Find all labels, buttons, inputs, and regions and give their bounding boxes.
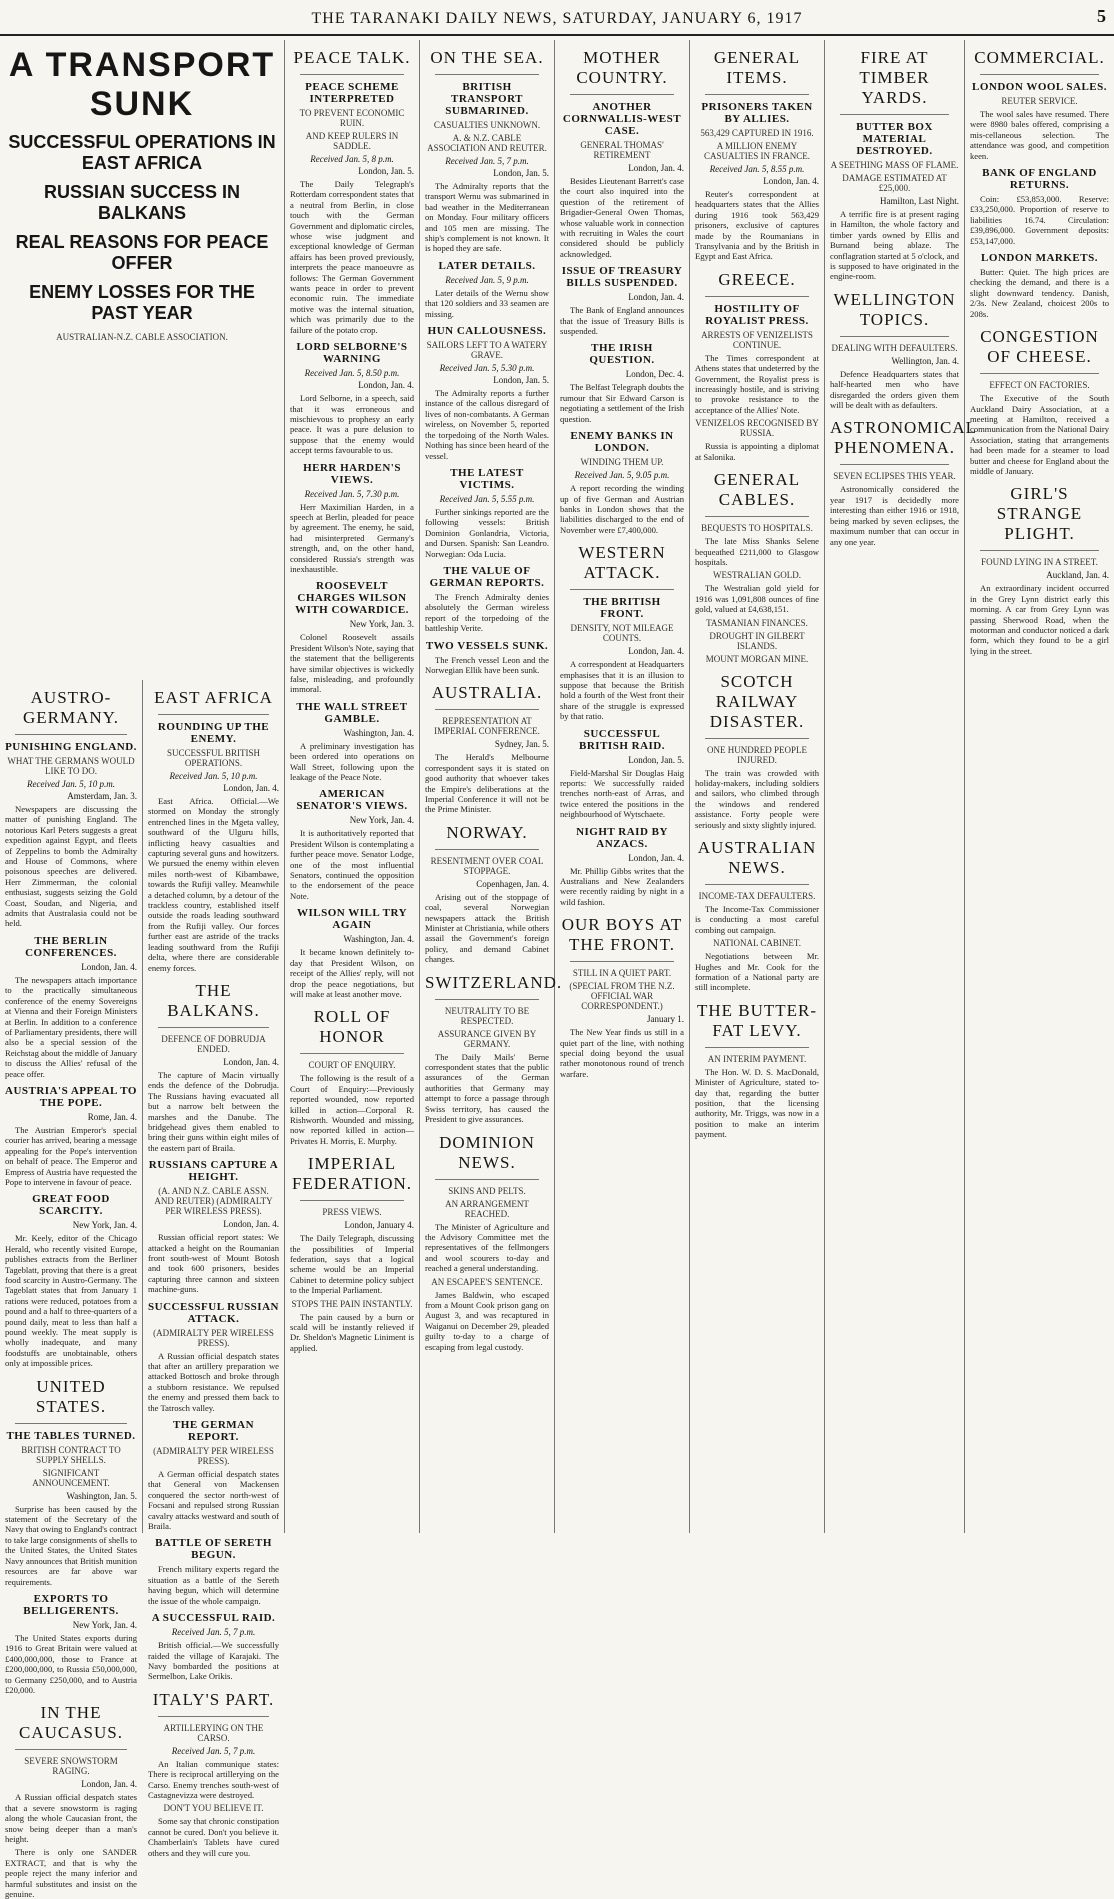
article-subhead: BATTLE OF SERETH BEGUN. [155, 1537, 272, 1562]
dateline: London, Jan. 5. [358, 166, 414, 176]
article-subhead: PUNISHING ENGLAND. [5, 741, 137, 753]
masthead [0, 0, 1114, 36]
column-8 [825, 40, 978, 1533]
article-kicker: DENSITY, NOT MILEAGE COUNTS. [570, 623, 674, 644]
section-divider [158, 1027, 269, 1028]
article-body: Reuter's correspondent at headquarters states that the Allies during 1916 took 563,429 prisoners, exclusive of captures made by the Roumanians in Transylvania and by the British in Egypt and East Africa. [695, 189, 819, 262]
dateline: London, Jan. 4. [628, 646, 684, 657]
section-heading: PEACE TALK. [293, 48, 411, 67]
article-kicker: ARTILLERYING ON THE CARSO. [163, 1722, 264, 1743]
article-body: The Daily Telegraph's Rotterdam correspondent states that a neutral from Berlin, in close touch with the German Government and diplomatic circles, whose wise judgment and exceptional knowledge of German affairs has been proved previously, interprets the peace manoeuvre as follows: The German Government wants peace in order to prevent economic ruin. The immediate motive was the internal situation, which was primarily due to the failure of the potato crop. [290, 179, 414, 335]
article-kicker: WINDING THEM UP. [580, 457, 664, 468]
article-body: The New Year finds us still in a quiet part of the line, with nothing special doing beyond the usual rather monotonous round of trench warfare. [560, 1027, 684, 1079]
article-kicker: AN INTERIM PAYMENT. [707, 1053, 807, 1064]
article-body: French military experts regard the situation as a battle of the Sereth having begun, which will determine the issue of the whole campaign. [148, 1564, 279, 1606]
section-heading: ASTRONOMICAL PHENOMENA. [830, 418, 978, 458]
section-heading: GIRL'S STRANGE PLIGHT. [996, 484, 1083, 544]
article-subhead: LATER DETAILS. [438, 259, 536, 272]
article-body: The Herald's Melbourne correspondent says it is stated on good authority that whoever takes the Empire's deliberations at the Imperial Conference it will not be the Prime Minister. [425, 752, 549, 815]
article-kicker: SIGNIFICANT ANNOUNCEMENT. [32, 1467, 110, 1488]
section-heading: GENERAL CABLES. [713, 470, 801, 510]
article-body: East Africa. Official.—We stormed on Monday the strongly entrenched lines in the Mgeta valley, southward of the Ulguru hills, inflicting heavy casualties and capturing several guns and howitzers. We pursued the enemy within eleven miles north-west of Kibambawe, towards the Rufiji valley. Meanwhile a detached column, by a detour of the trackless country, established itself outside the roads leading southward from the Rufiji valley. Our forces further east are astride of the tracks leading southward from the Rufiji delta, where there are considerable enemy forces. [148, 796, 279, 973]
article-body: Butter: Quiet. The high prices are checking the demand, and there is a slight downward tendency. Danish, 2/3s. New Zealand, choicest 200s to 208s. [970, 267, 1109, 319]
section-divider [15, 734, 127, 735]
article-kicker: DEFENCE OF DOBRUDJA ENDED. [161, 1033, 266, 1054]
article-subhead: ENEMY BANKS IN LONDON. [570, 430, 674, 455]
article-body: Negotiations between Mr. Hughes and Mr. Cook for the formation of a National party are still incomplete. [695, 951, 819, 993]
article-subhead: LONDON MARKETS. [981, 252, 1098, 265]
section-divider [15, 1749, 127, 1750]
article-kicker: AN ESCAPEE'S SENTENCE. [431, 1276, 543, 1287]
article-subhead: THE BRITISH FRONT. [583, 596, 661, 621]
article-kicker: REUTER SERVICE. [1001, 96, 1078, 106]
column-6 [555, 40, 690, 1533]
section-divider [705, 296, 809, 297]
article-body: The French vessel Leon and the Norwegian Ellik have been sunk. [425, 654, 549, 675]
subheadline: REAL REASONS FOR PEACE OFFER [15, 232, 269, 273]
dateline: Wellington, Jan. 4. [891, 355, 959, 366]
article-subhead: PEACE SCHEME INTERPRETED [305, 81, 399, 105]
received-line: Received Jan. 5, 8.50 p.m. [304, 368, 400, 379]
article-kicker: DEALING WITH DEFAULTERS. [831, 342, 958, 353]
section-divider [705, 884, 809, 885]
article-subhead: ISSUE OF TREASURY BILLS SUSPENDED. [561, 265, 683, 290]
article-kicker: SKINS AND PELTS. [448, 1185, 526, 1196]
article-subhead: A SUCCESSFUL RAID. [151, 1612, 276, 1625]
section-divider [300, 1200, 404, 1201]
section-divider [705, 738, 809, 739]
article-subhead: RUSSIANS CAPTURE A HEIGHT. [148, 1159, 279, 1184]
article-body: The wool sales have resumed. There were 8980 bales offered, comprising a mis-cellaneous selection. The attendance was good, and competition keen. [970, 109, 1109, 161]
received-line: Received Jan. 5, 10 p.m. [169, 771, 258, 781]
article-body: Arising out of the stoppage of coal, several Norwegian newspapers attack the British Minister at Christiania, while others assail the Government's foreign policy, and demand Cabinet changes. [425, 891, 549, 965]
article-body: James Baldwin, who escaped from a Mount Cook prison gang on August 3, and was recaptured in Waiganui on December 29, pleaded guilty to-day to a charge of escaping from legal custody. [425, 1289, 549, 1352]
received-line: Received Jan. 5, 7 p.m. [171, 1627, 256, 1638]
section-divider [300, 1053, 404, 1054]
article-body: An Italian communique states: There is reciprocal artillerying on the Carso. Enemy trenches south-west of Castagnevizza were destroyed. [148, 1758, 279, 1800]
section-heading: UNITED STATES. [35, 1376, 107, 1416]
dateline: London, Jan. 5. [628, 754, 684, 765]
dateline: Hamilton, Last Night. [880, 196, 959, 206]
article-kicker: SUCCESSFUL BRITISH OPERATIONS. [167, 748, 260, 768]
dateline: London, Jan. 4. [628, 852, 684, 863]
dateline: New York, Jan. 4. [72, 1619, 137, 1630]
dateline: Sydney, Jan. 5. [494, 739, 549, 750]
page-number: 5 [1097, 6, 1106, 26]
article-body: A correspondent at Headquarters emphasises that it is an illusion to suppose that because the British hold a fourth of the West front their share of the struggle is expressed by that ratio. [560, 659, 684, 722]
article-body: A report recording the winding up of five German and Austrian banks in London shows that the liabilities discharged to the end of November were £7,400,000. [560, 483, 684, 535]
section-heading: SCOTCH RAILWAY DISASTER. [709, 671, 805, 731]
dateline: London, Jan. 4. [628, 292, 684, 303]
article-body: Lord Selborne, in a speech, said that it was erroneous and mischievous to prophesy an early peace. It was a pure delusion to suppose that the enemy would accept terms favourable to us. [290, 393, 414, 456]
article-kicker: ASSURANCE GIVEN BY GERMANY. [437, 1028, 537, 1049]
article-body: The pain caused by a burn or scald will be instantly relieved if Dr. Sheldon's Magnetic Liniment is applied. [290, 1311, 414, 1353]
dateline: London, Jan. 5. [493, 168, 549, 178]
dateline: New York, Jan. 3. [349, 619, 414, 630]
article-body: Coin: £53,853,000. Reserve: £33,250,000. Proportion of reserve to liabilities 16.74. Circulation: £39,896,000. Government deposits: £53,147,000. [970, 194, 1109, 246]
article-kicker: AUSTRALIAN-N.Z. CABLE ASSOCIATION. [56, 332, 228, 342]
article-body: Field-Marshal Sir Douglas Haig reports: We successfully raided trenches north-east of Arras, and twice entered the positions in the neighbourhood of Wytschaete. [560, 767, 684, 820]
masthead-title: THE TARANAKI DAILY NEWS, SATURDAY, JANUARY 6, 1917 [311, 10, 803, 27]
article-kicker: NATIONAL CABINET. [713, 938, 801, 949]
section-divider [840, 464, 949, 465]
column-7 [690, 40, 825, 1533]
subheadline: RUSSIAN SUCCESS IN BALKANS [43, 182, 241, 223]
column-5 [420, 40, 563, 1533]
article-subhead: LORD SELBORNE'S WARNING [296, 341, 408, 366]
section-divider [570, 94, 674, 95]
article-body: The Westralian gold yield for 1916 was 1,091,808 ounces of fine gold, valued at £4,638,151. [695, 583, 819, 615]
article-kicker: A. & N.Z. CABLE ASSOCIATION AND REUTER. [427, 133, 547, 153]
section-divider [980, 550, 1099, 551]
section-heading: NORWAY. [446, 822, 528, 842]
article-kicker: AND KEEP RULERS IN SADDLE. [305, 131, 399, 151]
column-4 [285, 40, 420, 1533]
dateline: January 1. [647, 1014, 684, 1025]
article-subhead: THE WALL STREET GAMBLE. [296, 700, 408, 725]
article-body: The French Admiralty denies absolutely the German wireless report of the torpedoing of the battleship Verite. [425, 591, 549, 634]
article-body: The Hon. W. D. S. MacDonald, Minister of Agriculture, stated to-day that, regarding the butter position, that the licensing authority, Mr. Triggs, was now in a position to make an interim payment. [695, 1066, 819, 1140]
section-heading: FIRE AT TIMBER YARDS. [859, 48, 930, 107]
article-kicker: AN ARRANGEMENT REACHED. [445, 1198, 529, 1219]
section-heading: MOTHER COUNTRY. [576, 48, 668, 87]
article-subhead: THE LATEST VICTIMS. [450, 466, 524, 491]
article-subhead: PRISONERS TAKEN BY ALLIES. [701, 101, 813, 125]
article-subhead: HOSTILITY OF ROYALIST PRESS. [705, 302, 809, 327]
article-kicker: CASUALTIES UNKNOWN. [433, 120, 541, 130]
article-body: Defence Headquarters states that half-hearted men who have disregarded the orders given them will be dealt with as defaulters. [830, 368, 959, 411]
section-heading: IN THE CAUCASUS. [19, 1703, 123, 1743]
article-kicker: VENIZELOS RECOGNISED BY RUSSIA. [695, 418, 819, 439]
article-body: Herr Maximilian Harden, in a speech at Berlin, pleaded for peace by agreement. The enemy, he said, had misinterpreted Germany's strength, and, on the other hand, considered Russia's strength was inexhaustible. [290, 501, 414, 574]
column-3 [143, 680, 285, 1858]
section-heading: COMMERCIAL. [974, 48, 1105, 67]
article-kicker: A MILLION ENEMY CASUALTIES IN FRANCE. [704, 141, 810, 161]
article-kicker: DAMAGE ESTIMATED AT £25,000. [842, 173, 947, 193]
article-subhead: SUCCESSFUL RUSSIAN ATTACK. [148, 1300, 279, 1325]
section-heading: ROLL OF HONOR [313, 1007, 391, 1047]
section-heading: DOMINION NEWS. [439, 1132, 535, 1172]
article-body: Mr. Phillip Gibbs writes that the Australians and New Zealanders were recently raiding by night in a wild fashion. [560, 865, 684, 907]
received-line: Received Jan. 5, 7 p.m. [171, 1745, 256, 1756]
received-line: Received Jan. 5, 9 p.m. [445, 274, 529, 285]
article-body: A Russian official despatch states that a severe snowstorm is raging along the whole Caucasian front, the snow being deeper than a man's height. [5, 1792, 137, 1844]
article-body: The Times correspondent at Athens states that undeterred by the Government, the Royalist press is increasingly hostile, and is striving to provoke resistance to the acceptance of the Allies' Note. [695, 352, 819, 415]
received-line: Received Jan. 5, 8 p.m. [310, 154, 394, 164]
article-body: The Bank of England announces that the issue of Treasury Bills is suspended. [560, 305, 684, 337]
dateline: Auckland, Jan. 4. [1046, 570, 1109, 581]
dateline: Amsterdam, Jan. 3. [67, 791, 137, 801]
article-body: The capture of Macin virtually ends the defence of the Dobrudja. The Russians having evacuated all but a narrow belt between the marshes and the Danube. The bridgehead gives them enabled to bring their guns within eight miles of the eastern part of Braila. [148, 1069, 279, 1153]
section-heading: THE BALKANS. [167, 980, 260, 1020]
article-body: Russia is appointing a diplomat at Salonika. [695, 441, 819, 462]
article-kicker: GENERAL THOMAS' RETIREMENT [580, 140, 664, 160]
article-body: Newspapers are discussing the matter of punishing England. The notorious Karl Peters suggests a great expedition against Egypt, and fleets of Zeppelins to bomb the Admiralty and House of Commons, where poisonous speeches are delivered. Herr Zimmerman, the colonial enthusiast, suggests seizing the Gold Coast, Soudan, and Nigeria, and admits that Australasia could not be held. [5, 804, 137, 929]
article-kicker: SAILORS LEFT TO A WATERY GRAVE. [426, 340, 548, 361]
article-body: The Income-Tax Commissioner is conducting a most careful combing out campaign. [695, 903, 819, 935]
article-body: Colonel Roosevelt assails President Wilson's Note, saying that the statement that the belligerents have similar objectives is wickedly false, misleading, and profoundly immoral. [290, 632, 414, 695]
dateline: London, January 4. [344, 1220, 414, 1231]
section-divider [980, 373, 1099, 374]
dateline: New York, Jan. 4. [349, 815, 414, 826]
section-divider [435, 849, 539, 850]
article-kicker: COURT OF ENQUIRY. [308, 1060, 396, 1071]
article-subhead: WILSON WILL TRY AGAIN [296, 907, 408, 932]
section-divider [435, 709, 539, 710]
article-kicker: DON'T YOU BELIEVE IT. [163, 1803, 264, 1814]
dateline: Rome, Jan. 4. [87, 1111, 137, 1122]
article-subhead: TWO VESSELS SUNK. [425, 639, 549, 652]
article-body: The Daily Telegraph, discussing the possibilities of Imperial federation, says that a logical scheme would be an Imperial Cabinet to determine policy subject to the Imperial Parliament. [290, 1233, 414, 1296]
article-body: Astronomically considered the year 1917 is decidedly more interesting than either 1916 or 1918, being marked by seven eclipses, the maximum number that can occur in any one year. [830, 484, 959, 547]
article-kicker: NEUTRALITY TO BE RESPECTED. [444, 1005, 530, 1026]
article-body: The Daily Mails' Berne correspondent states that the public assurances of the German authorities that Germany may attempt to force a passage through Swiss territory, has caused the President to give assurances. [425, 1051, 549, 1125]
article-subhead: BRITISH TRANSPORT SUBMARINED. [445, 81, 529, 117]
article-body: The Belfast Telegraph doubts the rumour that Sir Edward Carson is negotiating a settlement of the Irish question. [560, 382, 684, 424]
dateline: Washington, Jan. 4. [343, 727, 414, 738]
section-heading: IMPERIAL FEDERATION. [291, 1154, 413, 1194]
dateline: London, Jan. 4. [223, 1219, 279, 1230]
article-subhead: THE VALUE OF GERMAN REPORTS. [429, 564, 545, 589]
dateline: London, Jan. 4. [81, 1779, 137, 1790]
received-line: Received Jan. 5, 8.55 p.m. [709, 164, 805, 174]
article-subhead: GREAT FOOD SCARCITY. [32, 1193, 110, 1218]
article-kicker: STILL IN A QUIET PART. [572, 968, 672, 979]
section-heading: CONGESTION OF CHEESE. [980, 327, 1099, 367]
section-heading: ITALY'S PART. [152, 1689, 275, 1709]
article-kicker: MOUNT MORGAN MINE. [705, 653, 809, 664]
article-body: Russian official report states: We attacked a height on the Roumanian front south-west of Mount Botosh and took 600 prisoners, besides capturing three cannon and sixteen machine-guns. [148, 1232, 279, 1295]
article-body: The United States exports during 1916 to Great Britain were valued at £400,000,000, those to France at £200,000,000, to Russia £50,000,000, to Germany £250,000, and to Austria £20,000. [5, 1632, 137, 1695]
dateline: London, Jan. 4. [223, 1056, 279, 1067]
section-divider [300, 74, 404, 75]
section-divider [840, 336, 949, 337]
section-divider [705, 94, 809, 95]
article-body: The Admiralty reports a further instance of the callous disregard of lives of non-combatants. A German wireless, on November 5, reported the torpedoing of the North Wales. Nothing has since been heard of the vessel. [425, 388, 549, 461]
article-kicker: 563,429 CAPTURED IN 1916. [700, 128, 814, 138]
dateline: Copenhagen, Jan. 4. [476, 878, 549, 889]
article-body: An extraordinary incident occurred in the Grey Lynn district early this morning. A car from Grey Lynn was passing Sherwood Road, when the motorman and conductor noticed a dark form, which they found to be a girl lying in the street. [970, 583, 1109, 656]
column-2 [0, 680, 143, 1899]
section-heading: AUSTRO-GERMANY. [22, 688, 119, 727]
article-kicker: (A. AND N.Z. CABLE ASSN. AND REUTER) (ADMIRALTY PER WIRELESS PRESS). [154, 1186, 273, 1217]
article-subhead: THE GERMAN REPORT. [172, 1419, 255, 1444]
section-divider [980, 74, 1099, 75]
section-heading: AUSTRALIA. [431, 683, 543, 703]
received-line: Received Jan. 5, 5.55 p.m. [439, 493, 535, 504]
received-line: Received Jan. 5, 9.05 p.m. [574, 470, 670, 481]
article-subhead: AUSTRIA'S APPEAL TO THE POPE. [5, 1084, 137, 1109]
article-body: Surprise has been caused by the statement of the Secretary of the Navy that owing to England's contract to take large consignments of shells to the United States, the United States Navy announces that British munition resources are far above war requirements. [5, 1503, 137, 1587]
section-divider [15, 1423, 127, 1424]
article-subhead: HERR HARDEN'S VIEWS. [303, 461, 401, 486]
article-subhead: THE BERLIN CONFERENCES. [25, 934, 117, 959]
article-kicker: (ADMIRALTY PER WIRELESS PRESS). [153, 1327, 274, 1348]
article-subhead: ROUNDING UP THE ENEMY. [157, 721, 270, 745]
article-subhead: ROOSEVELT CHARGES WILSON WITH COWARDICE. [295, 580, 409, 617]
article-body: Mr. Keely, editor of the Chicago Herald, who recently visited Europe, publishes extracts from the Berliner Tageblatt, proving that there is a great food scarcity in Austro-Germany. The Tageblatt states that from January 1 rations were reduced, potatoes from a pound and a half to three-quarters of a pound daily, meat to less than half a pound weekly. The meat supply is wholly inadequate, and many foodstuffs are unobtainable, others only at impossible prices. [5, 1233, 137, 1369]
article-kicker: A SEETHING MASS OF FLAME. [830, 160, 959, 170]
article-subhead: BANK OF ENGLAND RETURNS. [982, 167, 1097, 192]
article-kicker: WHAT THE GERMANS WOULD LIKE TO DO. [7, 756, 135, 776]
article-kicker: DROUGHT IN GILBERT ISLANDS. [709, 630, 805, 651]
article-subhead: EXPORTS TO BELLIGERENTS. [23, 1592, 119, 1617]
dateline: London, Jan. 4. [763, 176, 819, 186]
article-kicker: ONE HUNDRED PEOPLE INJURED. [707, 744, 807, 765]
article-kicker: TO PREVENT ECONOMIC RUIN. [299, 108, 405, 128]
article-body: The train was crowded with holiday-makers, including soldiers and sailors, who climbed through the windows and rendered assistance. Forty people were seriously and sixty slightly injured. [695, 767, 819, 830]
section-divider [435, 1179, 539, 1180]
section-divider [705, 1047, 809, 1048]
article-subhead: ANOTHER CORNWALLIS-WEST CASE. [562, 101, 682, 137]
section-heading: GENERAL ITEMS. [713, 48, 801, 87]
section-divider [840, 114, 949, 115]
article-body: The Austrian Emperor's special courier has arrived, bearing a message appealing for the Pope's intervention on behalf of peace. The Emperor and Empress of Austria have requested the Pope to intervene in favour of peace. [5, 1124, 137, 1187]
article-kicker: SEVERE SNOWSTORM RAGING. [24, 1756, 118, 1777]
dateline: Washington, Jan. 4. [343, 934, 414, 945]
article-body: The Admiralty reports that the transport Wernu was submarined in bad weather in the Mediterranean on Monday. Four military officers and 105 men are missing. The ship's complement is not known. It is hoped they are safe. [425, 181, 549, 254]
headline: A TRANSPORT SUNK [8, 46, 276, 123]
article-subhead: THE IRISH QUESTION. [589, 342, 655, 367]
subheadline: SUCCESSFUL OPERATIONS IN EAST AFRICA [8, 132, 276, 173]
article-kicker: FOUND LYING IN A STREET. [981, 557, 1098, 568]
article-kicker: BRITISH CONTRACT TO SUPPLY SHELLS. [21, 1444, 121, 1465]
section-heading: THE BUTTER-FAT LEVY. [696, 1000, 818, 1040]
article-body: It became known definitely to-day that President Wilson, on receipt of the Allies' reply, will not drop the peace negotiations, but will make at least another move. [290, 947, 414, 999]
article-subhead: BUTTER BOX MATERIAL DESTROYED. [856, 121, 933, 157]
article-kicker: (ADMIRALTY PER WIRELESS PRESS). [153, 1446, 274, 1467]
received-line: Received Jan. 5, 10 p.m. [27, 779, 115, 789]
article-body: The Minister of Agriculture and the Advisory Committee met the representatives of the fellmongers and wool scourers to-day and reached a general understanding. [425, 1221, 549, 1274]
section-heading: EAST AFRICA [154, 688, 273, 707]
subheadline: ENEMY LOSSES FOR THE PAST YEAR [29, 282, 255, 323]
dateline: London, Jan. 4. [81, 961, 137, 972]
section-heading: WELLINGTON TOPICS. [833, 289, 956, 329]
dateline: London, Jan. 5. [493, 375, 549, 386]
article-body: There is only one SANDER EXTRACT, and that is why the people reject the many inferior and harmful substitutes and insist on the genuine. [5, 1847, 137, 1899]
article-body: A preliminary investigation has been ordered into operations on Wall Street, following upon the leakage of the Peace Note. [290, 740, 414, 783]
article-body: The following is the result of a Court of Enquiry:—Previously reported wounded, now reported killed in action—Corporal R. Rishworth. Wounded and missing, now reported killed in action—Privates H. Morris, E. Murphy. [290, 1073, 414, 1146]
section-heading: SWITZERLAND. [425, 972, 563, 992]
article-subhead: AMERICAN SENATOR'S VIEWS. [296, 788, 408, 813]
article-body: Some say that chronic constipation cannot be cured. Don't you believe it. Chamberlain's Tablets have cured others and they will cure you. [148, 1816, 279, 1858]
article-body: It is authoritatively reported that President Wilson is contemplating a further peace move. Senator Lodge, one of the most influential Senators, continued the opposition to the endorsement of the peace Note. [290, 828, 414, 901]
section-divider [435, 999, 539, 1000]
dateline: London, Jan. 4. [628, 163, 684, 173]
section-heading: GREECE. [718, 269, 796, 289]
section-heading: OUR BOYS AT THE FRONT. [561, 915, 683, 955]
article-kicker: WESTRALIAN GOLD. [713, 570, 801, 581]
article-body: Further sinkings reported are the following vessels: British Dominion Gonlandria, Victoria, and Dursen. Spanish: San Leandro. Norwegian: Oda Lucia. [425, 506, 549, 559]
section-heading: WESTERN ATTACK. [578, 543, 666, 583]
article-body: The late Miss Shanks Selene bequeathed £211,000 to Glasgow hospitals. [695, 536, 819, 567]
dateline: Washington, Jan. 5. [66, 1490, 137, 1501]
section-divider [705, 516, 809, 517]
article-body: Besides Lieutenant Barrett's case the court also inquired into the question of the retirement of Brigadier-General Owen Thomas, whose valuable work in connection with recruiting in Wales the court considered should be publicly acknowledged. [560, 176, 684, 259]
article-kicker: ARRESTS OF VENIZELISTS CONTINUE. [701, 329, 813, 350]
section-divider [570, 589, 674, 590]
article-kicker: EFFECT ON FACTORIES. [989, 380, 1090, 391]
article-body: A terrific fire is at present raging in Hamilton, the whole factory and timber yards owned by Ellis and Burnand being ablaze. The conflagration started at 5 o'clock, and is supposed to have originated in the engine-room. [830, 209, 959, 282]
received-line: Received Jan. 5, 7.30 p.m. [304, 488, 400, 499]
article-subhead: NIGHT RAID BY ANZACS. [576, 825, 668, 850]
section-heading: ON THE SEA. [430, 48, 544, 67]
section-divider [435, 74, 539, 75]
article-subhead: HUN CALLOUSNESS. [427, 325, 547, 338]
section-divider [570, 961, 674, 962]
article-body: The newspapers attach importance to the practically simultaneous conference of the enemy Sovereigns at Vienna and their Foreign Ministers at Berlin. In addition to a conference of Parliamentary presidents, there will also be a special session of the Reichstag about the middle of January to discuss the Allies' refusal of the peace offer. [5, 974, 137, 1079]
article-kicker: STOPS THE PAIN INSTANTLY. [291, 1298, 413, 1309]
article-body: A German official despatch states that General von Mackensen conquered the sector north-west of Focsani and repulsed strong Russian cavalry attacks westward and south of Braila. [148, 1469, 280, 1532]
article-subhead: THE TABLES TURNED. [6, 1429, 136, 1442]
article-body: British official.—We successfully raided the village of Karajaki. The Navy bombarded the positions at Sermelbon, Lake Orikis. [148, 1640, 279, 1682]
article-kicker: INCOME-TAX DEFAULTERS. [698, 890, 816, 901]
article-body: A Russian official despatch states that after an artillery preparation we attacked Bottosch and broke through a stubborn resistance. We repulsed the enemy and pressed them back to the Tatrosch valley. [148, 1350, 279, 1413]
column-9 [965, 40, 1114, 1533]
dateline: London, Jan. 4. [358, 380, 414, 391]
article-kicker: TASMANIAN FINANCES. [706, 617, 808, 628]
section-divider [158, 714, 269, 715]
received-line: Received Jan. 5, 5.30 p.m. [439, 363, 535, 374]
article-subhead: LONDON WOOL SALES. [971, 81, 1108, 93]
article-kicker: RESENTMENT OVER COAL STOPPAGE. [430, 855, 544, 876]
section-divider [158, 1716, 269, 1717]
article-kicker: REPRESENTATION AT IMPERIAL CONFERENCE. [434, 716, 540, 737]
article-body: The Executive of the South Auckland Dairy Association, at a meeting at Hamilton, received a communication from the National Dairy Association, stating that arrangements had been made for a steamer to load butter and cheese for England about the middle of January. [970, 393, 1109, 476]
article-kicker: BEQUESTS TO HOSPITALS. [701, 523, 813, 534]
article-kicker: (SPECIAL FROM THE N.Z. OFFICIAL WAR CORRESPONDENT.) [569, 981, 675, 1012]
dateline: London, Dec. 4. [625, 369, 684, 380]
dateline: London, Jan. 4. [223, 783, 279, 793]
section-heading: AUSTRALIAN NEWS. [697, 837, 817, 877]
article-kicker: PRESS VIEWS. [322, 1207, 382, 1218]
article-subhead: SUCCESSFUL BRITISH RAID. [579, 727, 665, 752]
article-kicker: SEVEN ECLIPSES THIS YEAR. [833, 471, 956, 482]
received-line: Received Jan. 5, 7 p.m. [445, 156, 529, 166]
dateline: New York, Jan. 4. [72, 1220, 137, 1231]
article-body: Later details of the Wernu show that 120 soldiers and 33 seamen are missing. [425, 287, 549, 319]
